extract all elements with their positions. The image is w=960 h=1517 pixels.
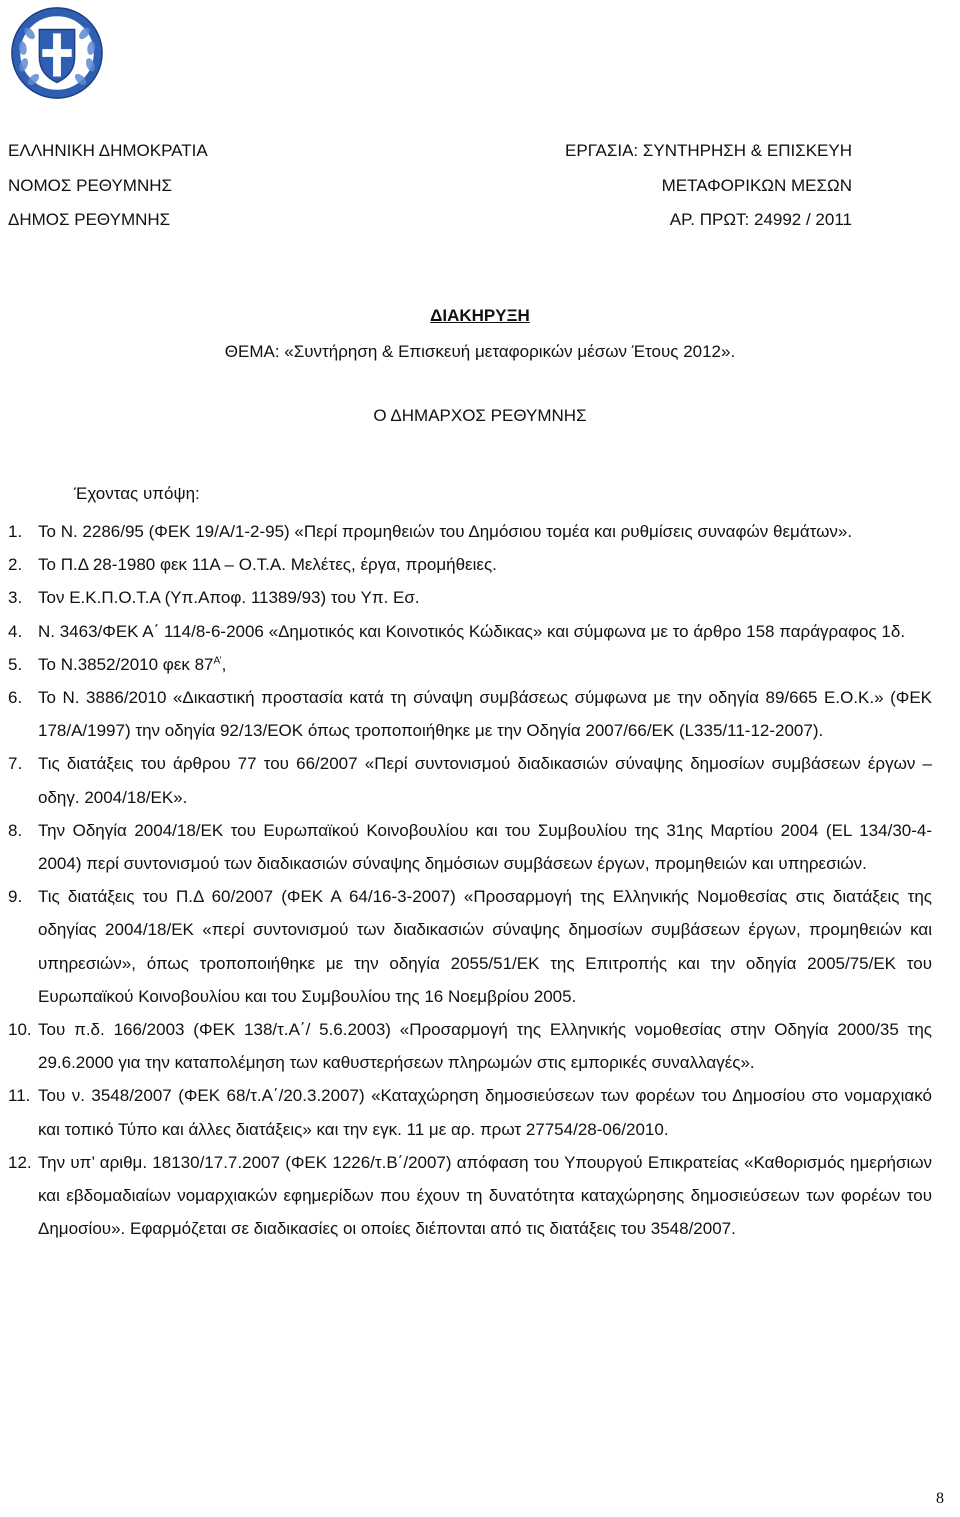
header-left-line: ΕΛΛΗΝΙΚΗ ΔΗΜΟΚΡΑΤΙΑ [8, 141, 208, 160]
list-item-text: Του π.δ. 166/2003 (ΦΕΚ 138/τ.Α΄/ 5.6.2003) «Προσαρμογή της Ελληνικής νομοθεσίας στην Οδηγία 2000/35 της 29.6.2000 για την καταπολέμηση των καθυστερήσεων πληρωμών στις εμπορικές συναλλαγές». [38, 1020, 932, 1073]
list-item [0, 747, 960, 813]
list-item-text: Τον Ε.Κ.Π.Ο.Τ.Α (Υπ.Αποφ. 11389/93) του Υπ. Εσ. [38, 588, 420, 608]
header-right [565, 134, 852, 238]
list-item-number: 7. [8, 754, 23, 774]
list-item [0, 615, 960, 648]
list-item [0, 1146, 960, 1246]
preamble-label: Έχοντας υπόψη: [74, 484, 200, 503]
list-item [0, 515, 960, 548]
header-right-line: ΑΡ. ΠΡΩΤ: 24992 / 2011 [669, 210, 852, 229]
list-item-number: 10. [8, 1020, 32, 1040]
list-item-suffix: , [221, 654, 227, 674]
list-item-number: 6. [8, 688, 23, 708]
list-item-number: 9. [8, 887, 23, 907]
document-subject: ΘΕΜΑ: «Συντήρηση & Επισκευή μεταφορικών μέσων Έτους 2012». [224, 342, 736, 361]
list-item-text: Τις διατάξεις του Π.Δ 60/2007 (ΦΕΚ Α 64/16-3-2007) «Προσαρμογή της Ελληνικής Νομοθεσίας στις διατάξεις της οδηγίας 2004/18/ΕΚ «περί συντονισμού των διαδικασιών σύναψης δημοσίων συμβάσεων έργων, προμηθειών και υπηρεσιών», όπως τροποποιήθηκε με την οδηγία 2055/51/ΕΚ της Επιτροπής και την οδηγία 2005/75/ΕΚ του Ευρωπαϊκού Κοινοβουλίου και του Συμβουλίου της 16 Νοεμβρίου 2005. [38, 887, 932, 1006]
list-item [0, 581, 960, 614]
list-item-text: Το Ν. 3886/2010 «Δικαστική προστασία κατά τη σύναψη συμβάσεως σύμφωνα με την οδηγία 89/665 Ε.Ο.Κ.» (ΦΕΚ 178/Α/1997) την οδηγία 92/13/ΕΟΚ όπως τροποποιήθηκε με την Οδηγία 2007/66/ΕΚ (L335/11-12-2007). [38, 688, 932, 741]
list-item-number: 11. [8, 1086, 31, 1106]
issuer-heading: Ο ΔΗΜΑΡΧΟΣ ΡΕΘΥΜΝΗΣ [373, 406, 587, 425]
list-item-text: Την υπ’ αριθμ. 18130/17.7.2007 (ΦΕΚ 1226/τ.Β΄/2007) απόφαση του Υπουργού Επικρατείας «Καθορισμός ημερήσιων και εβδομαδιαίων νομαρχιακών εφημερίδων που έχουν τη δυνατότητα καταχώρησης δημοσιεύσεων των φορέων του Δημοσίου». Εφαρμόζεται σε διαδικασίες οι οποίες διέπονται από τις διατάξεις του 3548/2007. [38, 1152, 932, 1239]
header-left [8, 134, 208, 238]
list-item-number: 5. [8, 654, 23, 674]
header-right-line: ΜΕΤΑΦΟΡΙΚΩΝ ΜΕΣΩΝ [661, 175, 852, 195]
list-item-number: 4. [8, 621, 23, 641]
header-right-line: ΕΡΓΑΣΙΑ: ΣΥΝΤΗΡΗΣΗ & ΕΠΙΣΚΕΥΗ [565, 141, 852, 160]
list-item-text: Ν. 3463/ΦΕΚ Α΄ 114/8-6-2006 «Δημοτικός και Κοινοτικός Κώδικας» και σύμφωνα με το άρθρο 158 παράγραφος 1δ. [38, 621, 906, 641]
document-title: ΔΙΑΚΗΡΥΞΗ [430, 306, 530, 325]
list-item-text: Την Οδηγία 2004/18/ΕΚ του Ευρωπαϊκού Κοινοβουλίου και του Συμβουλίου της 31ης Μαρτίου 2004 (EL 134/30-4-2004) περί συντονισμού των διαδικασιών σύναψης δημόσιων συμβάσεων έργων, προμηθειών και υπηρεσιών. [38, 820, 932, 874]
list-item-text: Του ν. 3548/2007 (ΦΕΚ 68/τ.Α΄/20.3.2007) «Καταχώρηση δημοσιεύσεων των φορέων του Δημοσίου στο νομαρχιακό και τοπικό Τύπο και άλλες διατάξεις» και την εγκ. 11 με αρ. πρωτ 27754/28-06/2010. [38, 1086, 932, 1139]
list-item-number: 8. [8, 820, 23, 840]
header-left-line: ΔΗΜΟΣ ΡΕΘΥΜΝΗΣ [8, 210, 171, 229]
legal-basis-list [0, 515, 960, 1245]
list-item [0, 548, 960, 581]
list-item-number: 12. [8, 1152, 32, 1172]
list-item [0, 814, 960, 880]
superscript-a: Α’ [213, 655, 222, 667]
list-item [0, 681, 960, 747]
greek-coat-of-arms-emblem [8, 4, 106, 102]
header-left-line: ΝΟΜΟΣ ΡΕΘΥΜΝΗΣ [8, 175, 173, 195]
list-item-text: Τις διατάξεις του άρθρου 77 του 66/2007 «Περί συντονισμού διαδικασιών σύναψης δημοσίων συμβάσεων έργων – οδηγ. 2004/18/ΕΚ». [38, 754, 932, 807]
list-item [0, 648, 960, 681]
list-item-number: 3. [8, 588, 23, 608]
list-item-text: Το Ν. 2286/95 (ΦΕΚ 19/Α/1-2-95) «Περί προμηθειών του Δημόσιου τομέα και ρυθμίσεις συναφών θεμάτων». [38, 522, 853, 541]
list-item-number: 2. [8, 555, 23, 575]
list-item [0, 1013, 960, 1079]
list-item-text: Το Π.Δ 28-1980 φεκ 11Α – Ο.Τ.Α. Μελέτες, έργα, προμήθειες. [38, 555, 497, 575]
list-item-text: Το Ν.3852/2010 φεκ 87 [38, 654, 214, 674]
list-item [0, 1079, 960, 1145]
page-number: 8 [936, 1490, 944, 1507]
list-item [0, 880, 960, 1013]
list-item-number: 1. [8, 522, 23, 541]
